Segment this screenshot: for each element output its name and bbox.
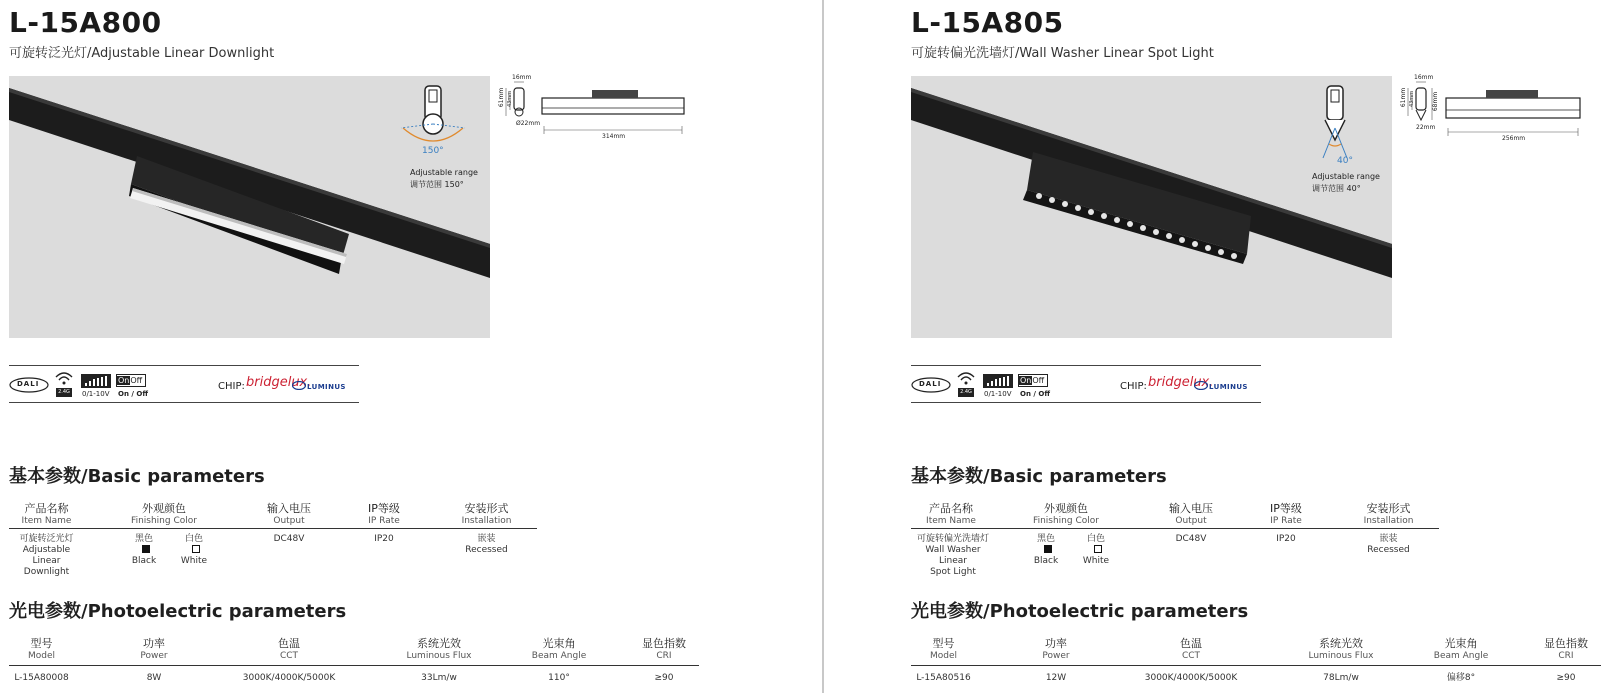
onoff-label: On / Off <box>1020 390 1050 398</box>
dimension-drawing <box>1402 70 1611 150</box>
wireless-label: 2.4G <box>56 388 72 397</box>
table-rule <box>911 528 1439 529</box>
header-cri: 显色指数 CRI <box>642 637 686 661</box>
cell-output: DC48V <box>1175 534 1207 544</box>
cell-luminous-flux: 33Lm/w <box>421 673 457 683</box>
black-swatch-icon <box>1044 545 1052 553</box>
luminus-logo: LUMINUS <box>1209 383 1248 391</box>
cell-color-white: 白色 White <box>180 534 208 566</box>
feature-bar <box>911 365 1261 403</box>
model-title: L-15A805 <box>911 6 1064 39</box>
dim-diameter: Ø22mm <box>516 120 541 127</box>
onoff-off: Off <box>1032 376 1045 385</box>
page-divider <box>822 0 824 693</box>
photoelectric-parameters-table <box>911 635 1601 687</box>
basic-parameters-title: 基本参数/Basic parameters <box>9 466 265 487</box>
dali-label: DALI <box>17 380 40 388</box>
dimming-icon <box>81 374 111 388</box>
adjust-range-en: Adjustable range <box>410 168 478 177</box>
table-rule <box>911 665 1601 666</box>
cell-cct: 3000K/4000K/5000K <box>242 673 336 683</box>
cell-color-white: 白色 White <box>1082 534 1110 566</box>
header-luminous-flux: 系统光效 Luminous Flux <box>1308 637 1374 661</box>
bridgelux-logo: bridgelux. <box>246 375 312 390</box>
cell-color-black: 黑色 Black <box>1033 534 1059 566</box>
dim-height: 61mm <box>1400 87 1408 108</box>
model-title: L-15A800 <box>9 6 162 39</box>
cell-cri: ≥90 <box>654 673 674 683</box>
basic-parameters-table <box>911 500 1441 577</box>
cell-cct: 3000K/4000K/5000K <box>1144 673 1238 683</box>
luminus-logo-icon <box>1194 381 1208 390</box>
product-photo <box>911 76 1392 338</box>
luminus-logo-icon <box>292 381 306 390</box>
dim-inner: 43mm <box>1409 90 1416 108</box>
onoff-on: On <box>118 376 130 385</box>
onoff-icon <box>1018 374 1048 387</box>
photoelectric-parameters-title: 光电参数/Photoelectric parameters <box>911 601 1249 622</box>
dimming-label: 0/1-10V <box>984 390 1012 398</box>
wireless-label: 2.4G <box>958 388 974 397</box>
dali-label: DALI <box>919 380 942 388</box>
adjust-range-cn: 调节范围 40° <box>1312 184 1361 193</box>
dim-length: 256mm <box>1502 135 1526 142</box>
header-installation: 安装形式 Installation <box>1363 502 1414 526</box>
adjust-range-en: Adjustable range <box>1312 172 1380 181</box>
cell-item-name: 可旋转偏光洗墙灯 Wall Washer Linear Spot Light <box>916 534 989 577</box>
dim-length: 314mm <box>602 133 626 140</box>
cell-item-name: 可旋转泛光灯 Adjustable Linear Downlight <box>19 534 74 577</box>
white-swatch-icon <box>1094 545 1102 553</box>
header-power: 功率 Power <box>1042 637 1070 661</box>
model-subtitle: 可旋转泛光灯/Adjustable Linear Downlight <box>9 46 275 61</box>
header-finishing-color: 外观颜色 Finishing Color <box>131 502 197 526</box>
header-cct: 色温 CCT <box>278 637 300 661</box>
dimension-drawing <box>500 70 710 150</box>
dimming-icon <box>983 374 1013 388</box>
header-model: 型号 Model <box>929 637 958 661</box>
cell-power: 8W <box>146 673 162 683</box>
adjust-range-cn: 调节范围 150° <box>410 180 464 189</box>
cell-luminous-flux: 78Lm/w <box>1323 673 1359 683</box>
table-rule <box>9 665 699 666</box>
model-subtitle: 可旋转偏光洗墙灯/Wall Washer Linear Spot Light <box>911 46 1214 61</box>
cell-color-black: 黑色 Black <box>131 534 157 566</box>
bridgelux-logo: bridgelux. <box>1148 375 1214 390</box>
cell-beam-angle: 偏移8° <box>1446 673 1476 683</box>
cell-cri: ≥90 <box>1556 673 1576 683</box>
header-cct: 色温 CCT <box>1180 637 1202 661</box>
onoff-icon <box>116 374 146 387</box>
onoff-label: On / Off <box>118 390 148 398</box>
header-item-name: 产品名称 Item Name <box>926 502 976 526</box>
feature-bar <box>9 365 359 403</box>
chip-label: CHIP: <box>1120 381 1147 392</box>
cell-model: L-15A80008 <box>14 673 69 683</box>
header-installation: 安装形式 Installation <box>461 502 512 526</box>
cell-ip-rate: IP20 <box>1276 534 1296 544</box>
basic-parameters-table <box>9 500 539 577</box>
cell-beam-angle: 110° <box>548 673 570 683</box>
header-beam-angle: 光束角 Beam Angle <box>531 637 587 661</box>
dim-extra: 68mm <box>1432 91 1440 112</box>
cell-power: 12W <box>1045 673 1067 683</box>
cell-ip-rate: IP20 <box>374 534 394 544</box>
photoelectric-parameters-title: 光电参数/Photoelectric parameters <box>9 601 347 622</box>
cell-output: DC48V <box>273 534 305 544</box>
header-ip-rate: IP等级 IP Rate <box>368 502 400 526</box>
table-rule <box>9 528 537 529</box>
header-item-name: 产品名称 Item Name <box>21 502 72 526</box>
dimming-label: 0/1-10V <box>82 390 110 398</box>
dim-inner: 43mm <box>507 90 514 108</box>
onoff-on: On <box>1020 376 1032 385</box>
header-luminous-flux: 系统光效 Luminous Flux <box>406 637 472 661</box>
header-beam-angle: 光束角 Beam Angle <box>1433 637 1489 661</box>
black-swatch-icon <box>142 545 150 553</box>
adjust-angle-label: 150° <box>422 146 444 156</box>
dim-diameter: 22mm <box>1416 124 1436 131</box>
cell-installation: 嵌装 Recessed <box>465 534 508 555</box>
adjust-angle-label: 40° <box>1337 156 1353 166</box>
cell-installation: 嵌装 Recessed <box>1367 534 1410 555</box>
wireless-icon <box>55 371 73 385</box>
product-panel-l15a800 <box>0 0 800 693</box>
dim-height: 61mm <box>498 87 506 108</box>
luminus-logo: LUMINUS <box>307 383 346 391</box>
product-photo <box>9 76 490 338</box>
header-model: 型号 Model <box>27 637 56 661</box>
dim-width: 16mm <box>512 74 532 81</box>
header-ip-rate: IP等级 IP Rate <box>1270 502 1302 526</box>
header-finishing-color: 外观颜色 Finishing Color <box>1033 502 1099 526</box>
basic-parameters-title: 基本参数/Basic parameters <box>911 466 1167 487</box>
header-power: 功率 Power <box>140 637 168 661</box>
wireless-icon <box>957 371 975 385</box>
header-cri: 显色指数 CRI <box>1544 637 1588 661</box>
product-panel-l15a805 <box>902 0 1611 693</box>
header-output: 输入电压 Output <box>267 502 311 526</box>
photoelectric-parameters-table <box>9 635 699 687</box>
white-swatch-icon <box>192 545 200 553</box>
onoff-off: Off <box>130 376 143 385</box>
header-output: 输入电压 Output <box>1169 502 1213 526</box>
cell-model: L-15A80516 <box>916 673 971 683</box>
dim-width: 16mm <box>1414 74 1434 81</box>
chip-label: CHIP: <box>218 381 245 392</box>
